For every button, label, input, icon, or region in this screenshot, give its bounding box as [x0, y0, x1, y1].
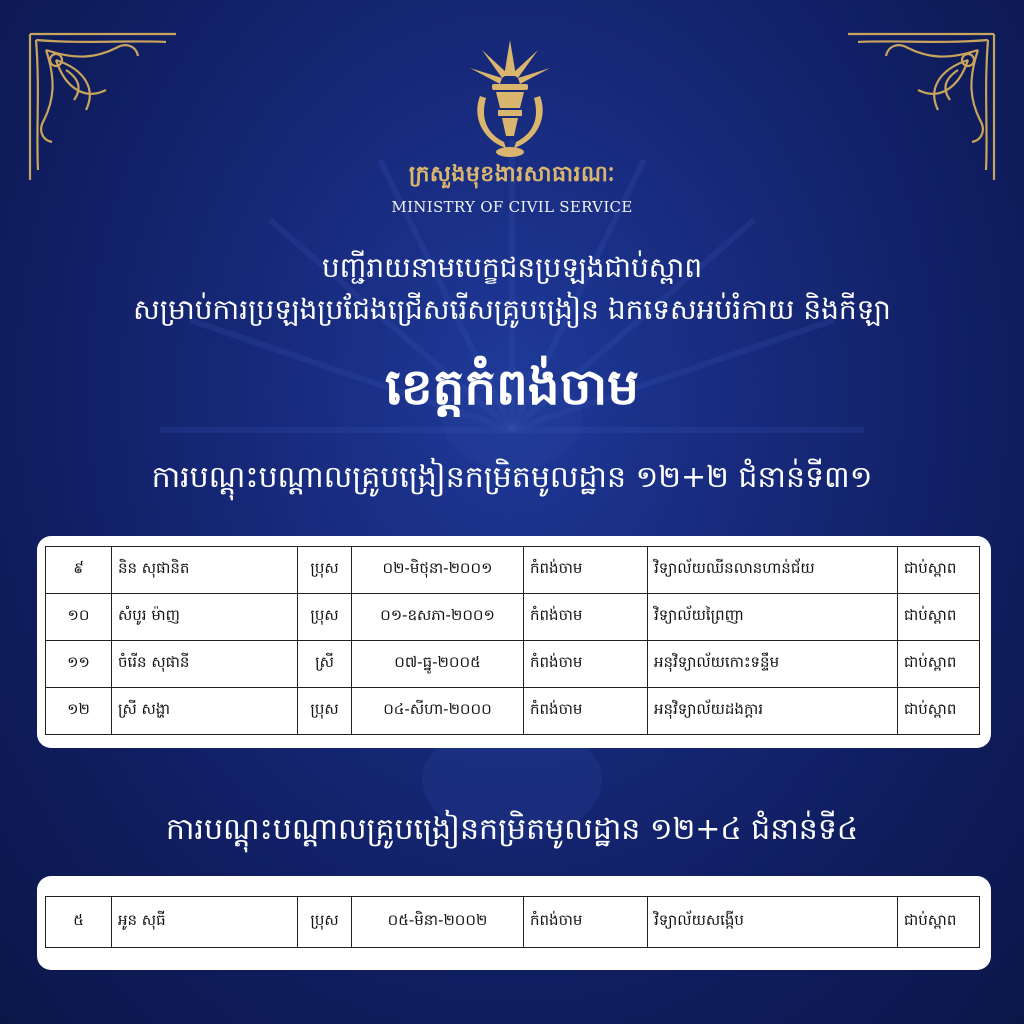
candidate-school: វិទ្យាល័យឈីនលានហាន់ជ័យ: [648, 547, 898, 594]
candidate-result: ជាប់ស្ពាព: [898, 641, 980, 688]
ornament-corner-left-icon: [26, 30, 176, 180]
table-row: [46, 547, 980, 594]
candidate-dob: ០២-មិថុនា-២០០១: [352, 547, 524, 594]
candidate-result: ជាប់ស្ពាព: [898, 688, 980, 735]
candidate-school: វិទ្យាល័យសង្កើប: [648, 897, 898, 948]
table-row: [46, 897, 980, 948]
ministry-name-english: MINISTRY OF CIVIL SERVICE: [391, 198, 633, 216]
province-heading: ខេត្តកំពង់ចាម: [385, 358, 639, 416]
section-title-12-2: ការបណ្តុះបណ្តាលគ្រូបង្រៀនកម្រិតមូលដ្ឋាន ១២+២ ជំនាន់ទី៣១: [151, 460, 873, 495]
exam-subtitle: សម្រាប់ការប្រឡងប្រជែងជ្រើសរើសគ្រូបង្រៀន ឯកទេសអប់រំកាយ និងកីឡា: [133, 293, 891, 326]
ministry-emblem-icon: [462, 36, 558, 162]
list-title: បញ្ជីរាយនាមបេក្ខជនប្រឡងជាប់ស្ពាព: [321, 251, 703, 284]
candidate-name: អូន សុធី: [112, 897, 298, 948]
candidate-name: ស្រី សង្ហា: [112, 688, 298, 735]
candidate-dob: ០៥-មិនា-២០០២: [352, 897, 524, 948]
table-row: [46, 594, 980, 641]
candidate-school: វិទ្យាល័យព្រៃញា: [648, 594, 898, 641]
section-title-12-4: ការបណ្តុះបណ្តាលគ្រូបង្រៀនកម្រិតមូលដ្ឋាន ១២+៤ ជំនាន់ទី៤: [165, 812, 859, 847]
candidate-dob: ០១-ឧសភា-២០០១: [352, 594, 524, 641]
results-card-12-4: [37, 876, 991, 970]
candidate-province: កំពង់ចាម: [524, 547, 648, 594]
table-row: [46, 688, 980, 735]
candidate-name: និន សុផានិត: [112, 547, 298, 594]
candidate-gender: ប្រុស: [298, 688, 352, 735]
candidate-result: ជាប់ស្ពាព: [898, 547, 980, 594]
candidate-province: កំពង់ចាម: [524, 594, 648, 641]
row-number: ១២: [46, 688, 112, 735]
candidate-gender: ប្រុស: [298, 897, 352, 948]
row-number: ៩: [46, 547, 112, 594]
row-number: ១១: [46, 641, 112, 688]
candidate-province: កំពង់ចាម: [524, 688, 648, 735]
table-row: [46, 641, 980, 688]
candidate-name: សំបូរ ម៉ាញ: [112, 594, 298, 641]
results-card-12-2: [37, 536, 991, 748]
candidate-name: ចំរើន សុផានី: [112, 641, 298, 688]
row-number: ៥: [46, 897, 112, 948]
candidate-gender: ប្រុស: [298, 594, 352, 641]
candidate-result: ជាប់ស្ពាព: [898, 594, 980, 641]
candidate-school: អនុវិទ្យាល័យកោះទន្ទឹម: [648, 641, 898, 688]
candidate-school: អនុវិទ្យាល័យដងក្ដារ: [648, 688, 898, 735]
row-number: ១០: [46, 594, 112, 641]
candidate-province: កំពង់ចាម: [524, 641, 648, 688]
candidate-gender: ស្រី: [298, 641, 352, 688]
results-table: [45, 896, 980, 948]
ornament-corner-right-icon: [848, 30, 998, 180]
candidate-gender: ប្រុស: [298, 547, 352, 594]
candidate-province: កំពង់ចាម: [524, 897, 648, 948]
ministry-name-khmer: ក្រសួងមុខងារសាធារណៈ: [408, 162, 616, 187]
candidate-dob: ០៧-ធ្នូ-២០០៥: [352, 641, 524, 688]
results-table: [45, 546, 980, 735]
candidate-result: ជាប់ស្ពាព: [898, 897, 980, 948]
candidate-dob: ០៤-សីហា-២០០០: [352, 688, 524, 735]
